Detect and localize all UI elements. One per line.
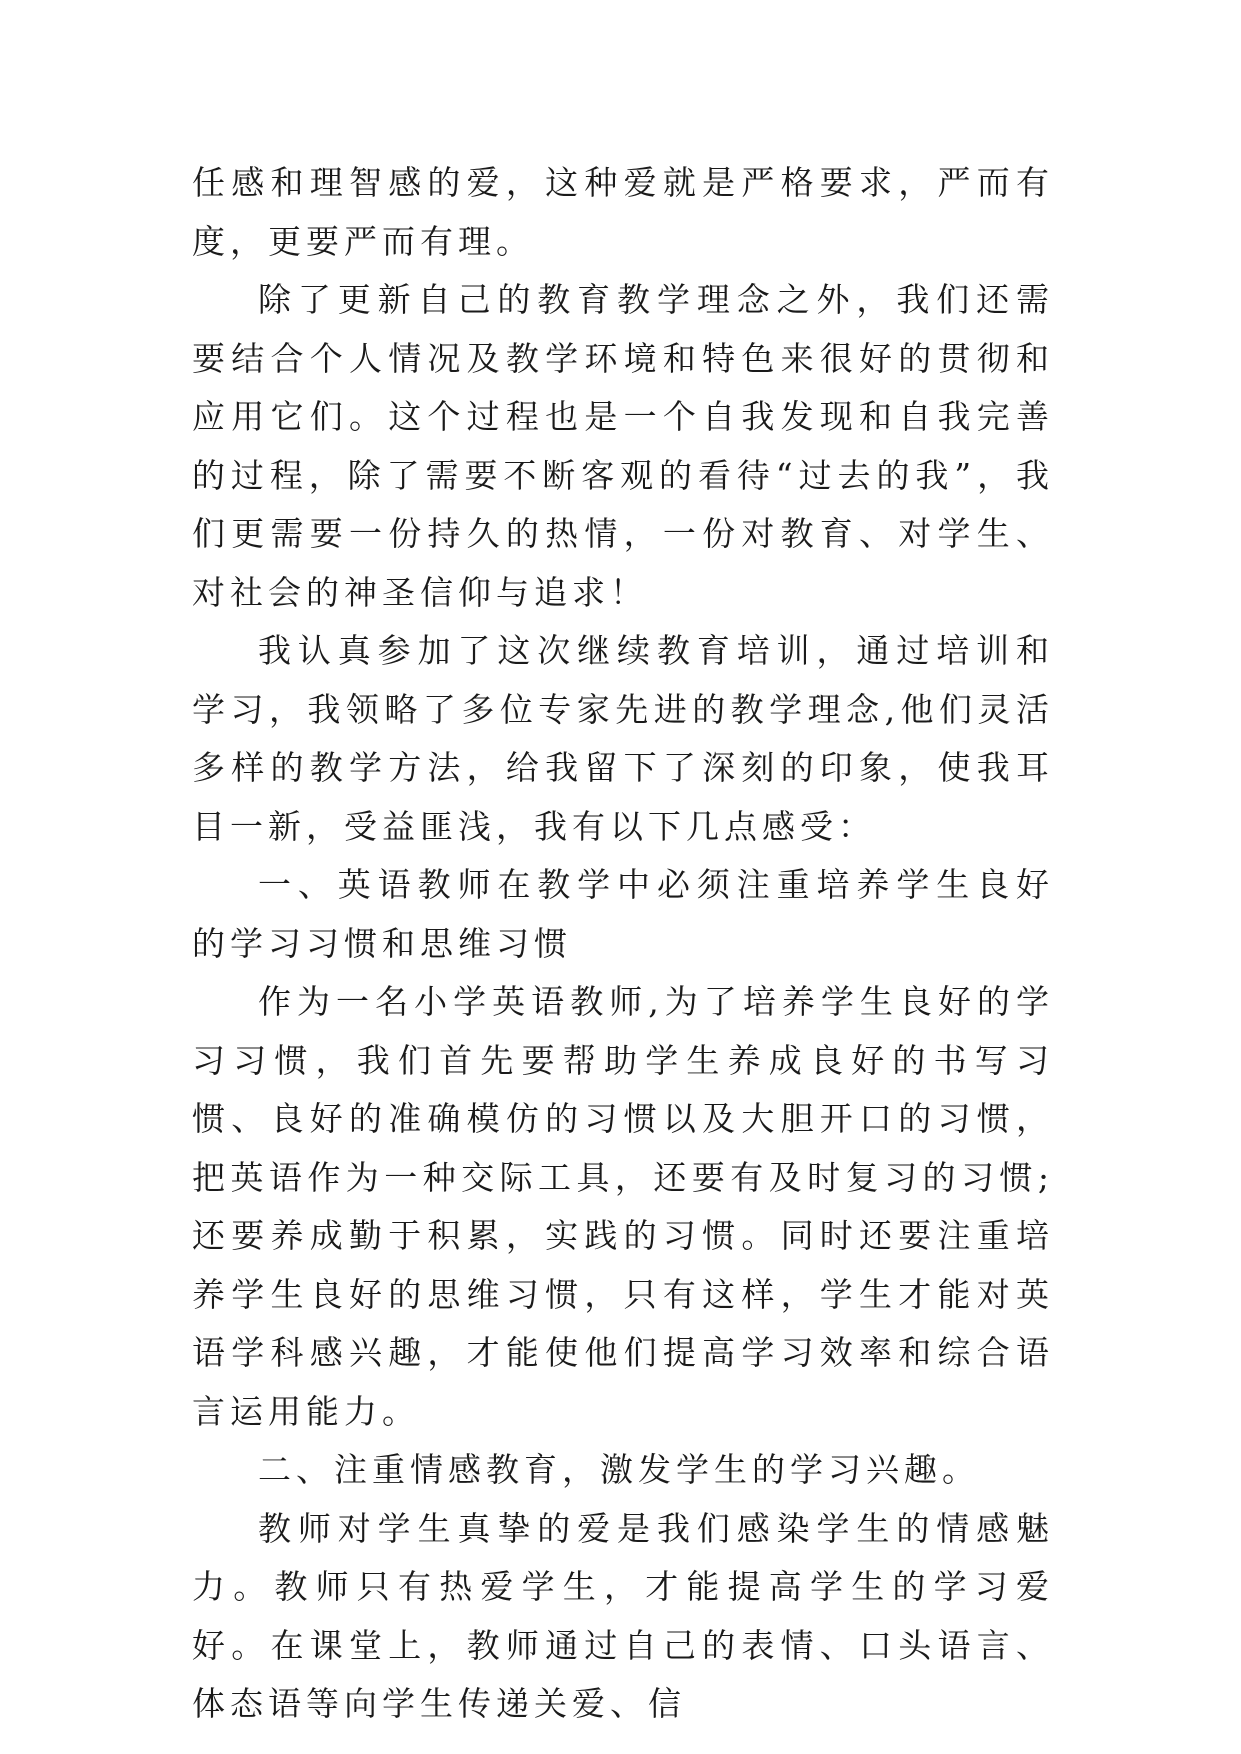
paragraph-3: 我认真参加了这次继续教育培训，通过培训和学习，我领略了多位专家先进的教学理念,他们灵活多样的教学方法，给我留下了深刻的印象，使我耳目一新，受益匪浅，我有以下几点感受： — [192, 631, 1054, 846]
paragraph-5: 教师对学生真挚的爱是我们感染学生的情感魅力。教师只有热爱学生，才能提高学生的学习爱好。在课堂上，教师通过自己的表情、口头语言、体态语等向学生传递关爱、信 — [192, 1508, 1054, 1723]
section-heading-1: 一、英语教师在教学中必须注重培养学生良好的学习习惯和思维习惯 — [192, 865, 1054, 963]
paragraph-1: 任感和理智感的爱，这种爱就是严格要求，严而有度，更要严而有理。 — [192, 163, 1054, 261]
document-body — [192, 154, 1054, 1734]
section-heading-2: 二、注重情感教育，激发学生的学习兴趣。 — [258, 1450, 980, 1489]
paragraph-2: 除了更新自己的教育教学理念之外，我们还需要结合个人情况及教学环境和特色来很好的贯彻和应用它们。这个过程也是一个自我发现和自我完善的过程，除了需要不断客观的看待“过去的我”，我们更需要一份持久的热情，一份对教育、对学生、对社会的神圣信仰与追求！ — [192, 280, 1054, 612]
paragraph-4: 作为一名小学英语教师,为了培养学生良好的学习习惯，我们首先要帮助学生养成良好的书写习惯、良好的准确模仿的习惯以及大胆开口的习惯，把英语作为一种交际工具，还要有及时复习的习惯;还要养成勤于积累，实践的习惯。同时还要注重培养学生良好的思维习惯，只有这样，学生才能对英语学科感兴趣，才能使他们提高学习效率和综合语言运用能力。 — [192, 982, 1054, 1431]
